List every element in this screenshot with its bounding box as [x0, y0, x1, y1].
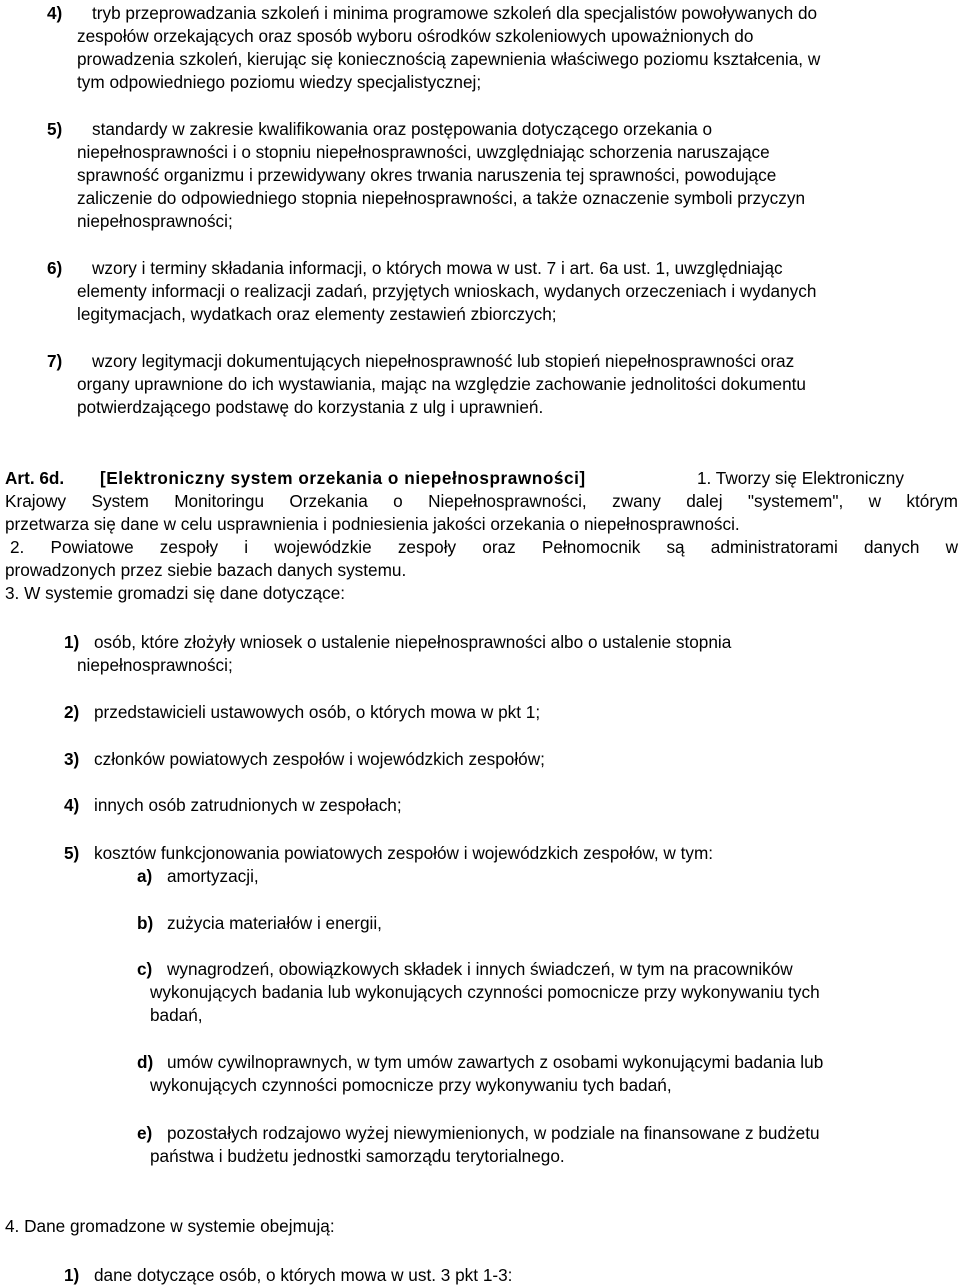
paragraph-1-line: Krajowy System Monitoringu Orzekania o Niepełnosprawności, zwany dalej "systemem", w którym — [5, 491, 958, 511]
item-line: dane dotyczące osób, o których mowa w ust. 3 pkt 1-3: — [94, 1265, 513, 1285]
paragraph-1-start: 1. Tworzy się Elektroniczny — [697, 468, 904, 488]
sub-item-line: wykonujących badania lub wykonujących czynności pomocnicze przy wykonywaniu tych — [150, 982, 820, 1002]
sub-item-letter: e) — [137, 1123, 153, 1143]
item-number: 4) — [47, 3, 63, 23]
item-line: prowadzenia szkoleń, kierując się koniecznością zapewnienia właściwego poziomu kształcenia, w — [77, 49, 821, 69]
sub-item-line: państwa i budżetu jednostki samorządu terytorialnego. — [150, 1146, 565, 1166]
sub-item-letter: b) — [137, 913, 154, 933]
item-line: zespołów orzekających oraz sposób wyboru ośrodków szkoleniowych upoważnionych do — [77, 26, 754, 46]
item-line: wzory i terminy składania informacji, o których mowa w ust. 7 i art. 6a ust. 1, uwzględniając — [92, 258, 783, 278]
item-number: 2) — [64, 702, 80, 722]
item-line: przedstawicieli ustawowych osób, o których mowa w pkt 1; — [94, 702, 541, 722]
item-line: tryb przeprowadzania szkoleń i minima programowe szkoleń dla specjalistów powoływanych do — [92, 3, 818, 23]
item-line: zaliczenie do odpowiedniego stopnia niepełnosprawności, a także oznaczenie symboli przyczyn — [77, 188, 806, 208]
sub-item-line: badań, — [150, 1005, 203, 1025]
paragraph-2-line: prowadzonych przez siebie bazach danych systemu. — [5, 560, 407, 580]
sub-item-letter: d) — [137, 1052, 154, 1072]
item-number: 1) — [64, 1265, 80, 1285]
item-line: kosztów funkcjonowania powiatowych zespołów i wojewódzkich zespołów, w tym: — [94, 843, 714, 863]
item-line: innych osób zatrudnionych w zespołach; — [94, 795, 402, 815]
sub-item-line: zużycia materiałów i energii, — [167, 913, 382, 933]
article-label: Art. 6d. — [5, 468, 65, 488]
sub-item-line: umów cywilnoprawnych, w tym umów zawartych z osobami wykonującymi badania lub — [167, 1052, 824, 1072]
article-heading: [Elektroniczny system orzekania o niepełnosprawności] — [100, 468, 586, 488]
item-number: 6) — [47, 258, 63, 278]
item-line: niepełnosprawności i o stopniu niepełnosprawności, uwzględniając schorzenia naruszające — [77, 142, 770, 162]
paragraph-2-line: 2. Powiatowe zespoły i wojewódzkie zespoły oraz Pełnomocnik są administratorami danych w — [10, 537, 958, 557]
item-line: niepełnosprawności; — [77, 211, 233, 231]
paragraph-4: 4. Dane gromadzone w systemie obejmują: — [5, 1216, 335, 1236]
sub-item-line: pozostałych rodzajowo wyżej niewymienionych, w podziale na finansowane z budżetu — [167, 1123, 820, 1143]
item-number: 1) — [64, 632, 80, 652]
item-line: organy uprawnione do ich wystawiania, mając na względzie zachowanie jednolitości dokumentu — [77, 374, 806, 394]
item-number: 3) — [64, 749, 80, 769]
item-line: wzory legitymacji dokumentujących niepełnosprawność lub stopień niepełnosprawności oraz — [92, 351, 795, 371]
item-line: standardy w zakresie kwalifikowania oraz postępowania dotyczącego orzekania o — [92, 119, 713, 139]
item-number: 4) — [64, 795, 80, 815]
item-line: legitymacjach, wydatkach oraz elementy zestawień zbiorczych; — [77, 304, 557, 324]
item-line: członków powiatowych zespołów i wojewódzkich zespołów; — [94, 749, 545, 769]
item-line: sprawność organizmu i przewidywany okres trwania naruszenia tej sprawności, powodujące — [77, 165, 777, 185]
item-line: osób, które złożyły wniosek o ustalenie niepełnosprawności albo o ustalenie stopnia — [94, 632, 732, 652]
item-line: potwierdzającego podstawę do korzystania z ulg i uprawnień. — [77, 397, 544, 417]
sub-item-letter: a) — [137, 866, 153, 886]
sub-item-letter: c) — [137, 959, 153, 979]
item-line: niepełnosprawności; — [77, 655, 233, 675]
sub-item-line: amortyzacji, — [167, 866, 259, 886]
item-number: 5) — [47, 119, 63, 139]
item-number: 7) — [47, 351, 63, 371]
sub-item-line: wynagrodzeń, obowiązkowych składek i innych świadczeń, w tym na pracowników — [167, 959, 793, 979]
item-number: 5) — [64, 843, 80, 863]
sub-item-line: wykonujących czynności pomocnicze przy wykonywaniu tych badań, — [150, 1075, 672, 1095]
item-line: elementy informacji o realizacji zadań, przyjętych wnioskach, wydanych orzeczeniach i wydanych — [77, 281, 817, 301]
item-line: tym odpowiedniego poziomu wiedzy specjalistycznej; — [77, 72, 482, 92]
paragraph-3: 3. W systemie gromadzi się dane dotyczące: — [5, 583, 346, 603]
paragraph-1-line: przetwarza się dane w celu usprawnienia i podniesienia jakości orzekania o niepełnosprawności. — [5, 514, 740, 534]
